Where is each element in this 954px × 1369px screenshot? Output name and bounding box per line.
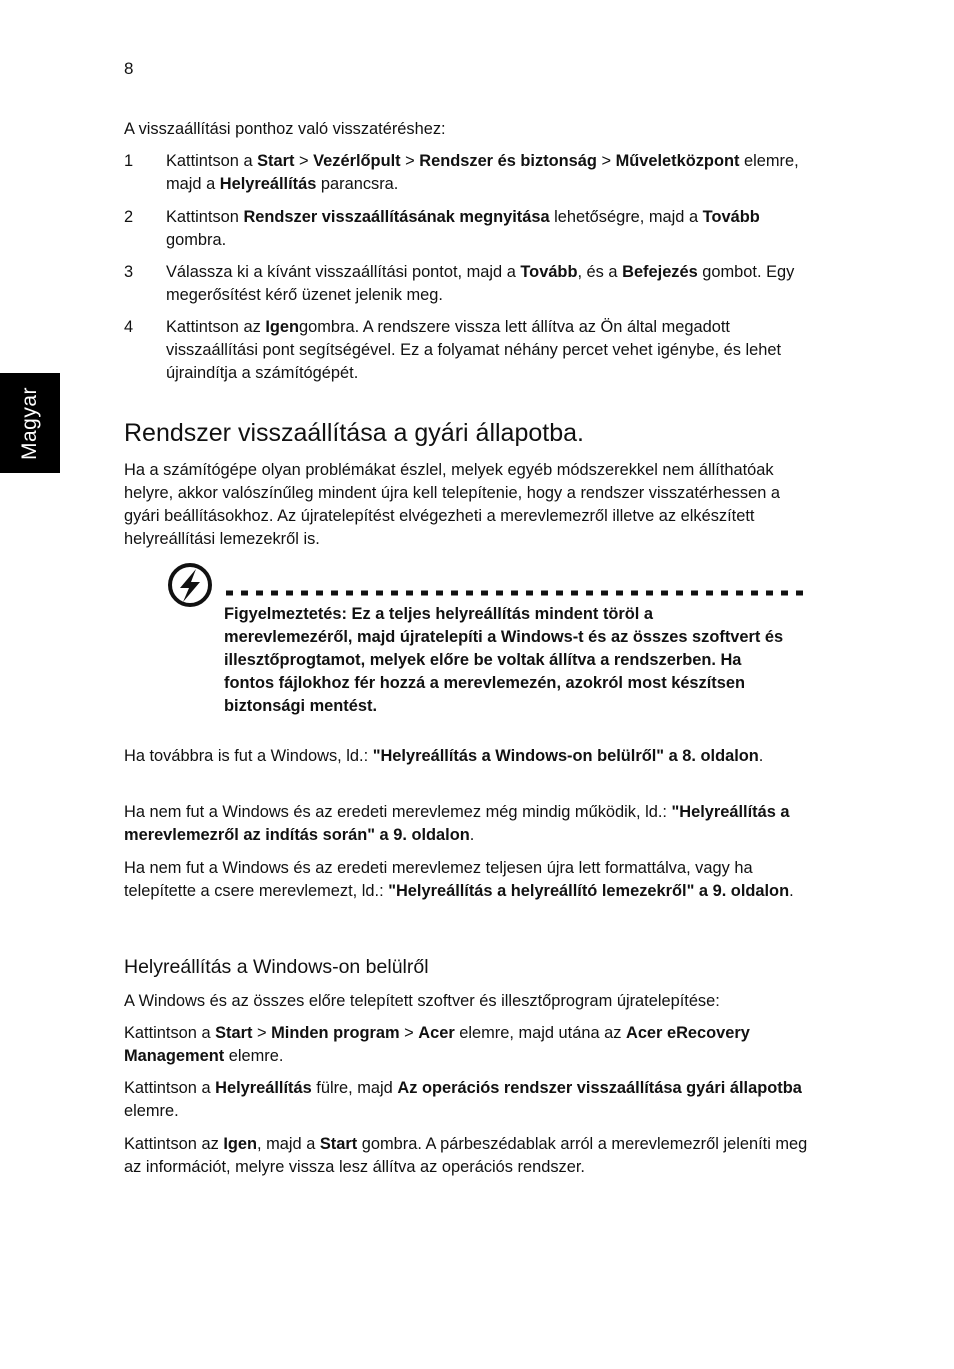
language-side-tab (0, 373, 60, 473)
bold-term: Tovább (520, 263, 578, 281)
bold-term: Igen (223, 1135, 258, 1153)
bold-term: "Helyreállítás a Windows-on belülről" a 8. oldalon (372, 747, 759, 765)
bold-term: Igen (265, 318, 300, 336)
reference-paragraph: Ha nem fut a Windows és az eredeti merevlemez teljesen újra lett formattálva, vagy ha telepítette a csere merevlemezt, ld.: "Helyreállítás a helyreállító lemezekről" a 9. oldalon. (124, 859, 794, 900)
bold-term: Befejezés (622, 263, 698, 281)
instruction-paragraph: A Windows és az összes előre telepített szoftver és illesztőprogram újratelepítése: (124, 992, 720, 1010)
instruction-paragraph: Kattintson az Igen, majd a Start gombra. A párbeszédablak arról a merevlemezről jeleníti meg az információt, melyre vissza lesz állítva az operációs rendszer. (124, 1135, 808, 1176)
bold-term: Műveletközpont (615, 152, 740, 170)
bold-term: Rendszer és biztonság (419, 152, 597, 170)
bold-term: Start (215, 1024, 253, 1042)
step-item (124, 150, 814, 196)
bold-term: Vezérlőpult (313, 152, 401, 170)
bold-term: Acer (418, 1024, 455, 1042)
bold-term: Rendszer visszaállításának megnyitása (243, 208, 550, 226)
section-paragraph: Ha a számítógépe olyan problémákat észlel, melyek egyéb módszerekkel nem állíthatóak helyre, akkor valószínűleg mindent újra kell telepítenie, hogy a rendszer visszatérhessen a gyári beállításokhoz. Az újratelepítést elvégezheti a merevlemezről illetve az elkészített helyreállítási lemezekről is. (124, 461, 780, 548)
step-number: 1 (124, 152, 134, 170)
step-number: 3 (124, 263, 134, 281)
step-text: Válassza ki a kívánt visszaállítási pontot, majd a Tovább, és a Befejezés gombot. Egy megerősítést kérő üzenet jelenik meg. (166, 263, 795, 304)
step-text: Kattintson az Igengombra. A rendszere vissza lett állítva az Ön által megadott visszaállítási pont segítségével. Ez a folyamat néhány percet vehet igénybe, és lehet újraindítja a számítógépét. (166, 318, 782, 382)
page-number: 8 (124, 59, 134, 78)
reference-paragraph: Ha továbbra is fut a Windows, ld.: "Helyreállítás a Windows-on belülről" a 8. oldalon. (124, 747, 764, 765)
bold-term: Tovább (702, 208, 760, 226)
bold-term: Helyreállítás (215, 1079, 312, 1097)
subsection-heading: Helyreállítás a Windows-on belülről (124, 956, 429, 978)
step-item (124, 261, 814, 307)
bold-term: Az operációs rendszer visszaállítása gyári állapotba (397, 1079, 802, 1097)
step-text: Kattintson Rendszer visszaállításának megnyitása lehetőségre, majd a Tovább gombra. (166, 208, 760, 249)
step-item (124, 206, 814, 252)
step-text: Kattintson a Start > Vezérlőpult > Rendszer és biztonság > Műveletközpont elemre, majd a Helyreállítás parancsra. (166, 152, 799, 193)
step-item (124, 316, 814, 385)
bold-term: "Helyreállítás a merevlemezről az indítás során" a 9. oldalon (124, 803, 790, 844)
lightning-warning-icon (166, 561, 214, 609)
step-number: 4 (124, 318, 134, 336)
language-label: Magyar (18, 386, 42, 460)
step-number: 2 (124, 208, 134, 226)
warning-dotted-rule (226, 580, 810, 586)
bold-term: Acer eRecovery Management (124, 1024, 750, 1065)
reference-paragraph: Ha nem fut a Windows és az eredeti merevlemez még mindig működik, ld.: "Helyreállítás a merevlemezről az indítás során" a 9. oldalon. (124, 803, 790, 844)
warning-text: Figyelmeztetés: Ez a teljes helyreállítás mindent töröl a merevlemezéről, majd újratelepíti a Windows-t és az összes szoftvert és illesztőprogtamot, melyek előre be voltak állítva a rendszerben. Ha fontos fájlokhoz fér hozzá a merevlemezén, azokról most készítsen biztonsági mentést. (224, 605, 784, 715)
bold-term: Start (257, 152, 295, 170)
bold-term: "Helyreállítás a helyreállító lemezekről" a 9. oldalon (388, 882, 790, 900)
instruction-paragraph: Kattintson a Helyreállítás fülre, majd Az operációs rendszer visszaállítása gyári állapotba elemre. (124, 1079, 802, 1120)
bold-term: Helyreállítás (219, 175, 317, 193)
section-heading: Rendszer visszaállítása a gyári állapotba. (124, 419, 584, 447)
bold-term: Minden program (271, 1024, 400, 1042)
instruction-paragraph: Kattintson a Start > Minden program > Acer elemre, majd utána az Acer eRecovery Management elemre. (124, 1024, 750, 1065)
bold-term: Start (319, 1135, 358, 1153)
intro-text: A visszaállítási ponthoz való visszatéréshez: (124, 120, 446, 138)
